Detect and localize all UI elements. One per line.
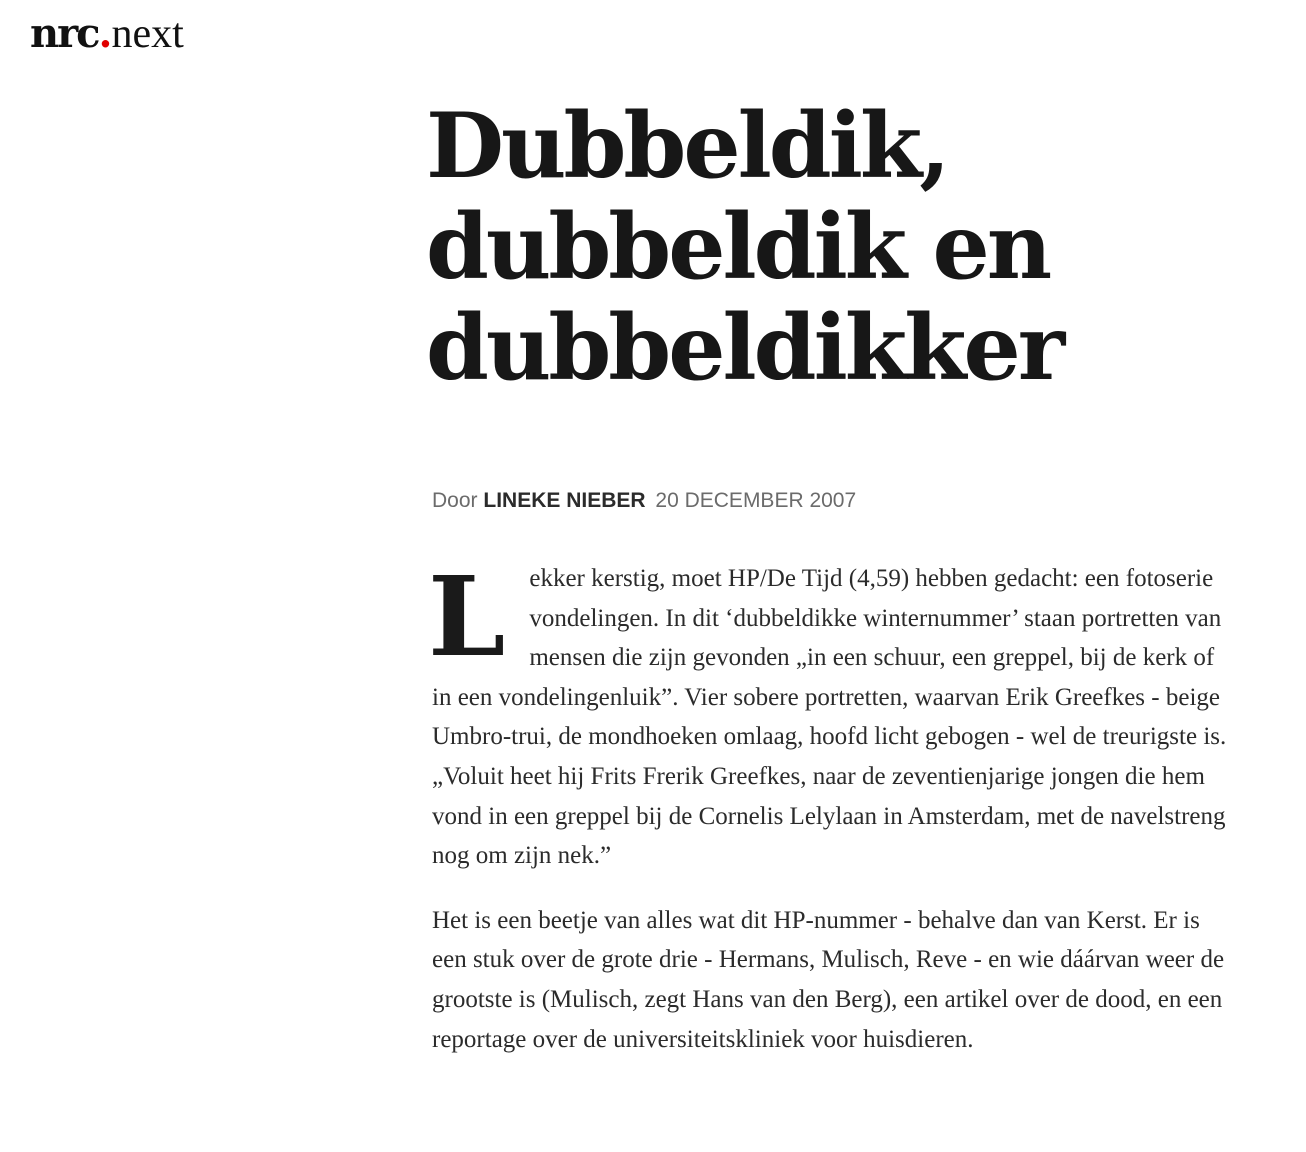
article bbox=[426, 93, 1227, 1084]
byline-prefix: Door bbox=[432, 489, 478, 512]
article-headline: Dubbeldik, dubbeldik en dubbeldikker bbox=[426, 93, 1063, 401]
publish-date: 20 DECEMBER 2007 bbox=[655, 489, 857, 512]
article-paragraph-2: Het is een beetje van alles wat dit HP-nummer - behalve dan van Kerst. Er is een stuk over de grote drie - Hermans, Mulisch, Reve - en wie dáárvan weer de grootste is (Mulisch, zegt Hans van den Berg), een artikel over de dood, en een reportage over de universiteitskliniek voor huisdieren. bbox=[432, 906, 1225, 1053]
logo-brand: nrc bbox=[30, 10, 99, 57]
nrc-next-logo[interactable] bbox=[30, 8, 184, 60]
byline bbox=[432, 489, 1226, 513]
paragraph-1-text: ekker kerstig, moet HP/De Tijd (4,59) hebben gedacht: een fotoserie vondelingen. In dit ‘dubbeldikke winternummer’ staan portretten van mensen die zijn gevonden „in een schuur, een greppel, bij de kerk of in een vondelingenluik”. Vier sobere portretten, waarvan Erik Greefkes - beige Umbro-trui, de mondhoeken omlaag, hoofd licht gebogen - wel de treurigste is. „Voluit heet hij Frits Frerik Greefkes, naar de zeventienjarige jongen die hem vond in een greppel bij de Cornelis Lelylaan in Amsterdam, met de navelstreng nog om zijn nek.” bbox=[432, 565, 1227, 870]
article-paragraph-1 bbox=[428, 552, 1232, 876]
author-link[interactable]: LINEKE NIEBER bbox=[483, 489, 646, 512]
article-body bbox=[428, 552, 1232, 1059]
logo-edition: next bbox=[111, 11, 184, 57]
drop-cap: L bbox=[428, 552, 506, 681]
logo-dot: . bbox=[98, 10, 112, 57]
